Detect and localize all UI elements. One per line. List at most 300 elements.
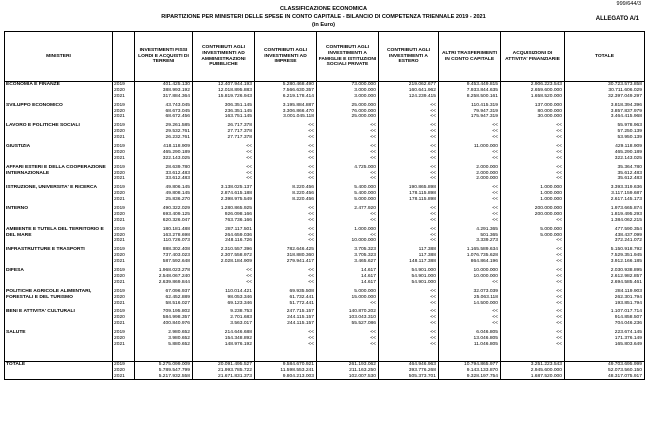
amount-value: <<: [246, 176, 252, 182]
ministry-name: GIUSTIZIA: [5, 144, 113, 162]
amount-value: 180.181.488: [162, 226, 190, 232]
amount-cell-c6: [439, 247, 501, 265]
amount-value: 477.590.354: [614, 226, 642, 232]
amount-value: 163.751.145: [224, 114, 252, 120]
amount-value: <<: [556, 335, 562, 341]
amount-value: 501.365: [480, 232, 498, 238]
amount-cell-c2: [193, 185, 255, 203]
amount-cell-c3: [255, 247, 317, 265]
amount-value: <<: [370, 211, 376, 217]
amount-cell-c3: [255, 82, 317, 100]
amount-value: 3.912.166.185: [610, 259, 642, 265]
amount-cell-c4: [317, 165, 379, 183]
amount-cell-c5: [379, 247, 439, 265]
amount-cell-c3: [255, 330, 317, 348]
year-value: 2019: [114, 206, 125, 212]
amount-value: 25.000.000: [351, 114, 376, 120]
amount-value: <<: [556, 170, 562, 176]
amount-value: 244.115.157: [287, 315, 314, 321]
amount-cell-c2: [193, 165, 255, 183]
amount-value: 58.516.027: [165, 300, 190, 306]
year-value: 2020: [114, 273, 125, 279]
amount-value: <<: [308, 341, 314, 347]
amount-value: 73.000.000: [351, 82, 376, 87]
amount-cell-c2: [193, 103, 255, 121]
ministry-row: [5, 123, 645, 141]
amount-cell-c7: [501, 165, 565, 183]
amount-value: <<: [556, 268, 562, 274]
amount-cell-c6: [439, 268, 501, 286]
col-header-acquisizioni: ACQUISIZIONI DI ATTIVITA' FINANZIARIE: [501, 32, 565, 82]
amount-value: 763.736.166: [224, 217, 252, 223]
amount-value: 2.000.000: [476, 164, 498, 170]
amount-value: 388.993.192: [162, 87, 190, 93]
page-number: 999/644/3: [616, 1, 641, 7]
amount-value: <<: [430, 176, 436, 182]
amount-value: <<: [370, 170, 376, 176]
amount-cell-c1: [135, 103, 193, 121]
amount-value: <<: [370, 176, 376, 182]
amount-value: 1.000.000: [540, 197, 562, 203]
amount-value: 54.901.000: [411, 279, 436, 285]
amount-cell-c6: [439, 361, 501, 380]
amount-value: <<: [246, 155, 252, 161]
amount-value: 68.672.456: [165, 114, 190, 120]
expense-table: [4, 31, 645, 380]
amount-value: 926.098.166: [224, 211, 252, 217]
amount-value: <<: [308, 273, 314, 279]
amount-cell-tot: [565, 289, 645, 307]
amount-value: 140.870.202: [348, 309, 376, 315]
year-value: 2020: [114, 367, 125, 373]
amount-value: <<: [430, 330, 436, 336]
amount-cell-c7: [501, 103, 565, 121]
amount-value: <<: [492, 123, 498, 129]
year-cell: [113, 247, 135, 265]
amount-value: <<: [492, 217, 498, 223]
amount-value: <<: [556, 238, 562, 244]
amount-cell-c5: [379, 361, 439, 380]
amount-value: 193.851.794: [614, 300, 642, 306]
amount-value: <<: [308, 164, 314, 170]
amount-cell-tot: [565, 123, 645, 141]
amount-value: 2.398.975.549: [220, 197, 252, 203]
amount-value: <<: [492, 206, 498, 212]
amount-value: 178.115.898: [409, 191, 436, 197]
amount-cell-c6: [439, 103, 501, 121]
year-cell: [113, 309, 135, 327]
amount-value: 465.290.189: [162, 149, 190, 155]
amount-value: 11.000.000: [473, 144, 498, 150]
amount-value: 25.836.270: [165, 197, 190, 203]
amount-value: <<: [370, 300, 376, 306]
amount-cell-c5: [379, 144, 439, 162]
amount-value: <<: [556, 279, 562, 285]
amount-value: 3.138.025.137: [220, 185, 252, 191]
amount-value: <<: [308, 232, 314, 238]
amount-value: 287.117.501: [225, 226, 252, 232]
amount-value: 7.566.630.357: [282, 87, 314, 93]
col-header-contributi-estero: CONTRIBUTI AGLI INVESTIMENTI A ESTERO: [379, 32, 439, 82]
amount-cell-c5: [379, 227, 439, 245]
year-cell: [113, 123, 135, 141]
amount-value: 693.409.125: [162, 211, 190, 217]
amount-value: 54.901.000: [411, 273, 436, 279]
amount-value: 2.310.557.396: [220, 247, 252, 253]
amount-value: 223.674.145: [614, 330, 642, 336]
ministry-name: ECONOMIA E FINANZE: [5, 82, 113, 100]
amount-value: 10.000.000: [351, 238, 376, 244]
amount-cell-c5: [379, 268, 439, 286]
col-header-ministeri: MINISTERI: [5, 32, 113, 82]
amount-value: 400.840.976: [162, 321, 190, 327]
amount-value: <<: [430, 226, 436, 232]
amount-cell-c1: [135, 206, 193, 224]
amount-value: 2.000.000: [476, 170, 498, 176]
year-value: 2019: [114, 185, 125, 191]
amount-value: 69.123.346: [227, 300, 252, 306]
amount-value: 10.000.000: [473, 273, 498, 279]
year-value: 2019: [114, 268, 125, 274]
amount-value: 26.232.761: [165, 135, 190, 141]
amount-value: 709.195.802: [162, 309, 190, 315]
year-value: 2021: [114, 114, 125, 120]
year-value: 2019: [114, 164, 125, 170]
year-value: 2021: [114, 155, 125, 161]
amount-cell-tot: [565, 165, 645, 183]
amount-value: 14.617: [361, 273, 376, 279]
amount-value: <<: [492, 185, 498, 191]
amount-value: 3.339.273: [476, 238, 498, 244]
amount-value: <<: [246, 144, 252, 150]
amount-value: 33.612.483: [165, 176, 190, 182]
amount-value: <<: [492, 197, 498, 203]
amount-value: <<: [308, 226, 314, 232]
amount-value: <<: [370, 144, 376, 150]
amount-cell-c2: [193, 309, 255, 327]
year-value: 2019: [114, 330, 125, 336]
amount-value: 7.529.351.945: [610, 253, 642, 259]
amount-cell-c1: [135, 123, 193, 141]
amount-value: 1.107.017.714: [610, 309, 642, 315]
amount-value: 110.726.073: [163, 238, 190, 244]
year-value: 2021: [114, 259, 125, 265]
amount-value: 117.388: [418, 247, 436, 253]
total-row: [5, 361, 645, 380]
amount-value: 2.945.600.000: [530, 367, 562, 373]
amount-value: <<: [308, 211, 314, 217]
year-value: 2021: [114, 238, 125, 244]
amount-value: 782.646.425: [286, 247, 314, 253]
amount-value: <<: [492, 279, 498, 285]
amount-value: 1.280.865.925: [220, 206, 252, 212]
ministry-row: [5, 268, 645, 286]
amount-value: 5.400.000: [354, 191, 376, 197]
amount-value: 10.794.865.977: [464, 361, 498, 367]
amount-value: <<: [556, 273, 562, 279]
amount-value: 3.857.837.979: [610, 108, 642, 114]
ministry-name: INFRASTRUTTURE E TRASPORTI: [5, 247, 113, 265]
ministry-name: AMBIENTE E TUTELA DEL TERRITORIO E DEL MARE: [5, 227, 113, 245]
amount-cell-c3: [255, 361, 317, 380]
amount-cell-c7: [501, 185, 565, 203]
ministry-name: SVILUPPO ECONOMICO: [5, 103, 113, 121]
amount-cell-tot: [565, 103, 645, 121]
amount-value: 12.407.944.193: [218, 82, 252, 87]
amount-value: 49.808.145: [165, 191, 190, 197]
spacer-cell: [255, 351, 317, 362]
amount-cell-c3: [255, 103, 317, 121]
year-value: 2020: [114, 211, 125, 217]
amount-value: <<: [308, 268, 314, 274]
amount-cell-c6: [439, 165, 501, 183]
amount-cell-c4: [317, 330, 379, 348]
amount-value: <<: [430, 144, 436, 150]
amount-value: 429.118.909: [615, 144, 642, 150]
year-value: 2020: [114, 108, 125, 114]
amount-value: <<: [430, 206, 436, 212]
amount-cell-c5: [379, 123, 439, 141]
amount-value: 3.705.323: [354, 247, 376, 253]
amount-value: 465.290.189: [614, 149, 642, 155]
amount-cell-c3: [255, 227, 317, 245]
amount-value: <<: [430, 135, 436, 141]
amount-cell-c6: [439, 289, 501, 307]
amount-value: 55.978.963: [617, 123, 642, 129]
amount-value: 2.612.982.857: [610, 273, 642, 279]
amount-cell-c6: [439, 144, 501, 162]
header-row: [5, 32, 645, 82]
amount-value: 620.326.047: [162, 217, 190, 223]
amount-cell-c4: [317, 268, 379, 286]
amount-cell-c1: [135, 330, 193, 348]
amount-value: <<: [556, 309, 562, 315]
amount-value: <<: [246, 164, 252, 170]
amount-value: <<: [430, 170, 436, 176]
amount-value: <<: [556, 149, 562, 155]
amount-value: 1.000.000: [540, 185, 562, 191]
year-value: 2019: [114, 123, 125, 129]
year-value: 2019: [114, 82, 125, 87]
amount-value: <<: [308, 123, 314, 129]
amount-value: <<: [430, 211, 436, 217]
amount-cell-c7: [501, 309, 565, 327]
amount-value: 264.659.036: [224, 232, 252, 238]
amount-value: <<: [492, 155, 498, 161]
amount-value: 30.000.000: [537, 114, 562, 120]
amount-value: 11.598.553.241: [280, 367, 314, 373]
year-value: 2019: [114, 361, 125, 367]
amount-value: 6.219.178.414: [282, 93, 314, 99]
year-value: 2021: [114, 300, 125, 306]
amount-value: <<: [308, 129, 314, 135]
amount-value: <<: [308, 330, 314, 336]
amount-cell-c6: [439, 206, 501, 224]
amount-value: 4.291.365: [476, 226, 498, 232]
spacer-cell: [5, 351, 113, 362]
amount-value: 61.732.441: [289, 294, 314, 300]
amount-cell-c2: [193, 247, 255, 265]
amount-value: 2.548.067.240: [158, 273, 190, 279]
amount-value: <<: [370, 330, 376, 336]
amount-value: <<: [370, 123, 376, 129]
amount-cell-c7: [501, 206, 565, 224]
ministry-row: [5, 309, 645, 327]
amount-value: <<: [430, 238, 436, 244]
amount-value: 3.251.223.543: [530, 361, 562, 367]
amount-value: 864.864.196: [470, 259, 498, 265]
amount-value: <<: [556, 341, 562, 347]
spacer-cell: [565, 351, 645, 362]
amount-value: 190.865.898: [408, 185, 436, 191]
year-value: 2019: [114, 288, 125, 294]
amount-value: 3.393.319.636: [610, 185, 642, 191]
year-cell: [113, 144, 135, 162]
amount-value: 171.376.149: [614, 335, 642, 341]
amount-cell-c6: [439, 227, 501, 245]
amount-cell-c7: [501, 289, 565, 307]
amount-value: 110.415.319: [471, 102, 498, 108]
amount-value: 30.723.573.858: [608, 82, 642, 87]
amount-value: 1.000.000: [354, 226, 376, 232]
amount-value: 7.933.844.635: [466, 87, 498, 93]
amount-value: 20.091.495.527: [218, 361, 252, 367]
amount-value: <<: [308, 149, 314, 155]
amount-value: <<: [430, 288, 436, 294]
amount-value: 1.687.520.000: [530, 373, 562, 379]
amount-value: 3.195.884.887: [282, 102, 314, 108]
amount-cell-c1: [135, 289, 193, 307]
amount-value: 211.163.250: [349, 367, 376, 373]
amount-cell-c3: [255, 268, 317, 286]
year-cell: [113, 206, 135, 224]
amount-value: 3.464.415.968: [610, 114, 642, 120]
amount-cell-c1: [135, 268, 193, 286]
amount-value: 244.115.157: [287, 321, 314, 327]
amount-cell-c5: [379, 330, 439, 348]
amount-cell-c5: [379, 165, 439, 183]
amount-cell-tot: [565, 82, 645, 100]
amount-cell-tot: [565, 206, 645, 224]
col-header-altri-trasferimenti: ALTRI TRASFERIMENTI IN CONTO CAPITALE: [439, 32, 501, 82]
amount-value: 401.425.130: [162, 82, 190, 87]
col-header-totale: TOTALE: [565, 32, 645, 82]
amount-cell-c3: [255, 309, 317, 327]
amount-value: <<: [308, 176, 314, 182]
amount-value: 3.117.159.687: [611, 191, 642, 197]
year-cell: [113, 165, 135, 183]
amount-value: 62.452.889: [165, 294, 190, 300]
amount-value: 5.000.000: [354, 197, 376, 203]
amount-value: 1.076.735.628: [466, 253, 498, 259]
col-header-contributi-famiglie: CONTRIBUTI AGLI INVESTIMENTI A FAMIGLIE E ISTITUZIONI SOCIALI PRIVATE: [317, 32, 379, 82]
amount-value: <<: [556, 294, 562, 300]
amount-value: 54.901.000: [411, 268, 436, 274]
amount-value: 10.000.000: [473, 268, 498, 274]
amount-value: <<: [246, 279, 252, 285]
year-value: 2020: [114, 232, 125, 238]
amount-value: <<: [430, 164, 436, 170]
col-header-contributi-imprese: CONTRIBUTI AGLI INVESTIMENTI AD IMPRESE: [255, 32, 317, 82]
amount-cell-tot: [565, 144, 645, 162]
ministry-row: [5, 247, 645, 265]
amount-value: 2.906.223.543: [530, 82, 562, 87]
amount-value: <<: [430, 294, 436, 300]
amount-value: 261.193.062: [348, 361, 376, 367]
year-value: 2021: [114, 197, 125, 203]
amount-value: 5.000.000: [540, 232, 562, 238]
amount-value: 317.884.364: [162, 93, 190, 99]
amount-value: <<: [370, 129, 376, 135]
year-value: 2021: [114, 135, 125, 141]
amount-value: <<: [370, 149, 376, 155]
ministry-name: POLITICHE AGRICOLE ALIMENTARI, FORESTALI E DEL TURISMO: [5, 289, 113, 307]
report-subtitle: RIPARTIZIONE PER MINISTERI DELLE SPESE IN CONTO CAPITALE - BILANCIO DI COMPETENZA TRIENNALE 2019 - 2021: [161, 14, 486, 20]
amount-value: <<: [430, 108, 436, 114]
amount-value: <<: [246, 170, 252, 176]
amount-value: 148.117.388: [409, 259, 436, 265]
amount-value: 51.772.441: [289, 300, 314, 306]
amount-value: 148.976.192: [224, 341, 252, 347]
amount-cell-c5: [379, 185, 439, 203]
amount-value: 248.116.726: [225, 238, 252, 244]
amount-value: 28.639.780: [165, 164, 190, 170]
amount-value: 27.717.378: [227, 129, 252, 135]
amount-value: 3.818.394.396: [610, 102, 642, 108]
year-value: 2019: [114, 144, 125, 150]
amount-value: 15.000.000: [351, 294, 376, 300]
amount-value: 9.584.670.921: [282, 361, 314, 367]
amount-value: <<: [556, 321, 562, 327]
amount-value: 57.250.139: [617, 129, 642, 135]
amount-value: 888.302.408: [162, 247, 190, 253]
amount-cell-c5: [379, 289, 439, 307]
ministry-row: [5, 330, 645, 348]
amount-value: 137.000.000: [534, 102, 562, 108]
spacer-cell: [379, 351, 439, 362]
amount-value: 52.073.560.150: [608, 367, 642, 373]
amount-value: <<: [370, 155, 376, 161]
amount-value: 490.322.029: [162, 206, 190, 212]
amount-value: 9.328.197.754: [466, 373, 498, 379]
amount-cell-c7: [501, 144, 565, 162]
amount-value: 8.258.500.161: [466, 93, 498, 99]
amount-cell-c4: [317, 144, 379, 162]
amount-value: 76.000.000: [351, 108, 376, 114]
amount-cell-c3: [255, 144, 317, 162]
amount-cell-c7: [501, 330, 565, 348]
amount-value: 236.351.145: [224, 108, 252, 114]
amount-cell-c3: [255, 289, 317, 307]
amount-value: 69.935.508: [289, 288, 314, 294]
amount-value: <<: [246, 149, 252, 155]
amount-value: <<: [370, 217, 376, 223]
amount-value: 1.165.589.634: [466, 247, 498, 253]
year-cell: [113, 227, 135, 245]
report-title: CLASSIFICAZIONE ECONOMICA: [279, 6, 367, 12]
spacer-cell: [317, 351, 379, 362]
allegato-label: ALLEGATO A/1: [595, 16, 639, 22]
amount-value: <<: [370, 335, 376, 341]
amount-value: 25.063.118: [473, 294, 498, 300]
year-value: 2021: [114, 217, 125, 223]
ministry-row: [5, 206, 645, 224]
amount-cell-c4: [317, 206, 379, 224]
amount-value: 2.659.600.000: [530, 87, 562, 93]
year-value: 2021: [114, 93, 125, 99]
amount-cell-c5: [379, 309, 439, 327]
amount-value: 102.007.530: [348, 373, 376, 379]
